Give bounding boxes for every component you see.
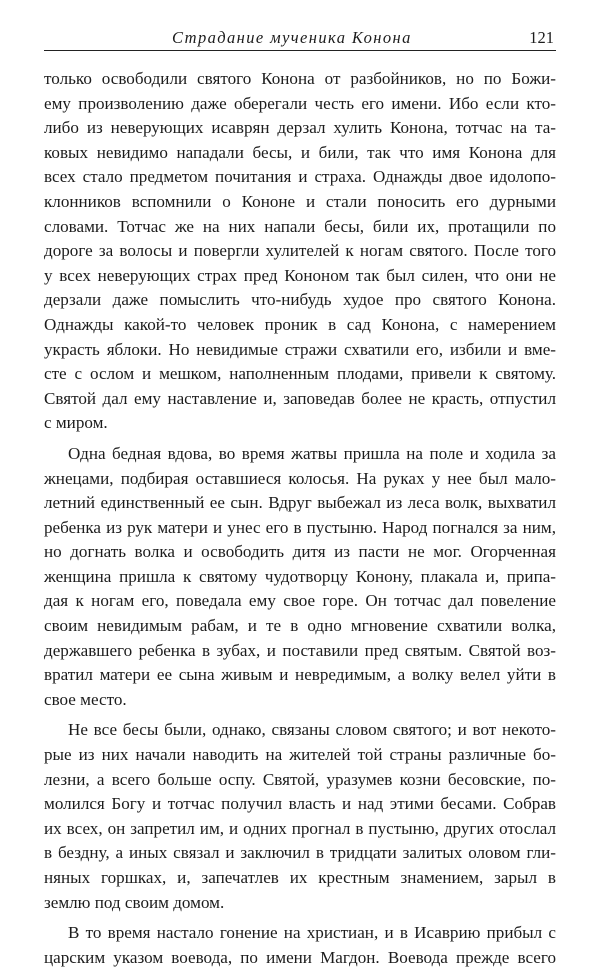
paragraph [44, 442, 556, 713]
text-line: клонников вспомнили о Кононе и стали поносить его дурными [44, 191, 556, 211]
text-line: в бездну, а иных связал и заключил в тридцати залитых оловом гли- [44, 843, 556, 863]
text-line: Не все бесы были, однако, связаны словом святого; и вот некото- [68, 720, 556, 740]
text-line: украсть яблоки. Но невидимые стражи схватили его, избили и вме- [44, 339, 556, 359]
text-line: своим невидимым рабам, и те в одно мгновение схватили волка, [44, 616, 556, 636]
text-line: Одна бедная вдова, во время жатвы пришла на поле и ходила за [68, 443, 556, 463]
body-text [44, 67, 556, 970]
running-title: Страдание мученика Конона [172, 28, 412, 47]
text-line: сте с ослом и мешком, наполненным плодами, привели к святому. [44, 364, 556, 384]
text-line: словами. Тотчас же на них напали бесы, били их, протащили по [44, 216, 556, 236]
text-line: царским указом воевода, по имени Магдон. Воевода прежде всего [44, 947, 556, 967]
text-line: вратил матери ее сына живым и невредимым, а волку велел уйти в [44, 665, 556, 685]
text-line: ребенка из рук матери и унес его в пустыню. Народ погнался за ним, [44, 517, 556, 537]
text-line: с миром. [44, 413, 108, 433]
text-line: дороге за волосы и повергли хулителей к ногам святого. После того [44, 241, 556, 261]
text-line: рые из них начали наводить на жителей той страны различные бо- [44, 745, 556, 765]
text-line: свое место. [44, 689, 127, 709]
text-line: но догнать волка и освободить дитя из пасти не мог. Огорченная [44, 542, 556, 562]
text-line: женщина пришла к святому чудотворцу Конону, плакала и, припа- [44, 566, 556, 586]
text-line: державшего ребенка в зубах, и поставили пред святым. Святой воз- [44, 640, 556, 660]
text-line: В то время настало гонение на христиан, и в Исаврию прибыл с [68, 923, 556, 943]
text-line: Святой дал ему наставление и, заповедав более не красть, отпустил [44, 388, 556, 408]
text-line: дерзали даже помыслить что-нибудь худое про святого Конона. [44, 290, 556, 310]
text-line: дая к ногам его, поведала ему свое горе. Он тотчас дал повеление [44, 591, 556, 611]
running-header [44, 28, 556, 52]
text-line: ему произволению даже оберегали честь его имени. Ибо если кто- [44, 93, 556, 113]
header-rule [44, 50, 556, 51]
text-line: только освободили святого Конона от разбойников, но по Божи- [44, 69, 556, 88]
paragraph [44, 718, 556, 915]
text-line: всех стало предметом почитания и страха. Однажды двое идолопо- [44, 167, 556, 187]
text-line: либо из неверующих исаврян дерзал хулить Конона, тотчас на та- [44, 118, 556, 138]
text-line: у всех неверующих страх пред Кононом так был силен, что они не [44, 265, 556, 285]
text-line: летний единственный ее сын. Вдруг выбежал из леса волк, выхватил [44, 493, 556, 513]
paragraph [44, 921, 556, 970]
text-line: жнецами, подбирая оставшиеся колосья. На руках у нее был мало- [44, 468, 556, 488]
text-line: их всех, он запретил им, и одних прогнал в пустыню, других отослал [44, 818, 556, 838]
text-line: няных горшках, и, запечатлев их крестным знамением, зарыл в [44, 868, 556, 887]
text-line: молился Богу и тотчас получил власть и над этими бесами. Собрав [44, 794, 556, 814]
text-line: лезни, а всего больше оспу. Святой, уразумев козни бесовские, по- [44, 769, 556, 789]
paragraph [44, 67, 556, 436]
page-number: 121 [529, 28, 554, 47]
text-line: ковых невидимо нападали бесы, и били, так что имя Конона для [44, 142, 556, 162]
text-line: Однажды какой-то человек проник в сад Конона, с намерением [44, 314, 556, 334]
text-line: землю под своим домом. [44, 892, 225, 912]
